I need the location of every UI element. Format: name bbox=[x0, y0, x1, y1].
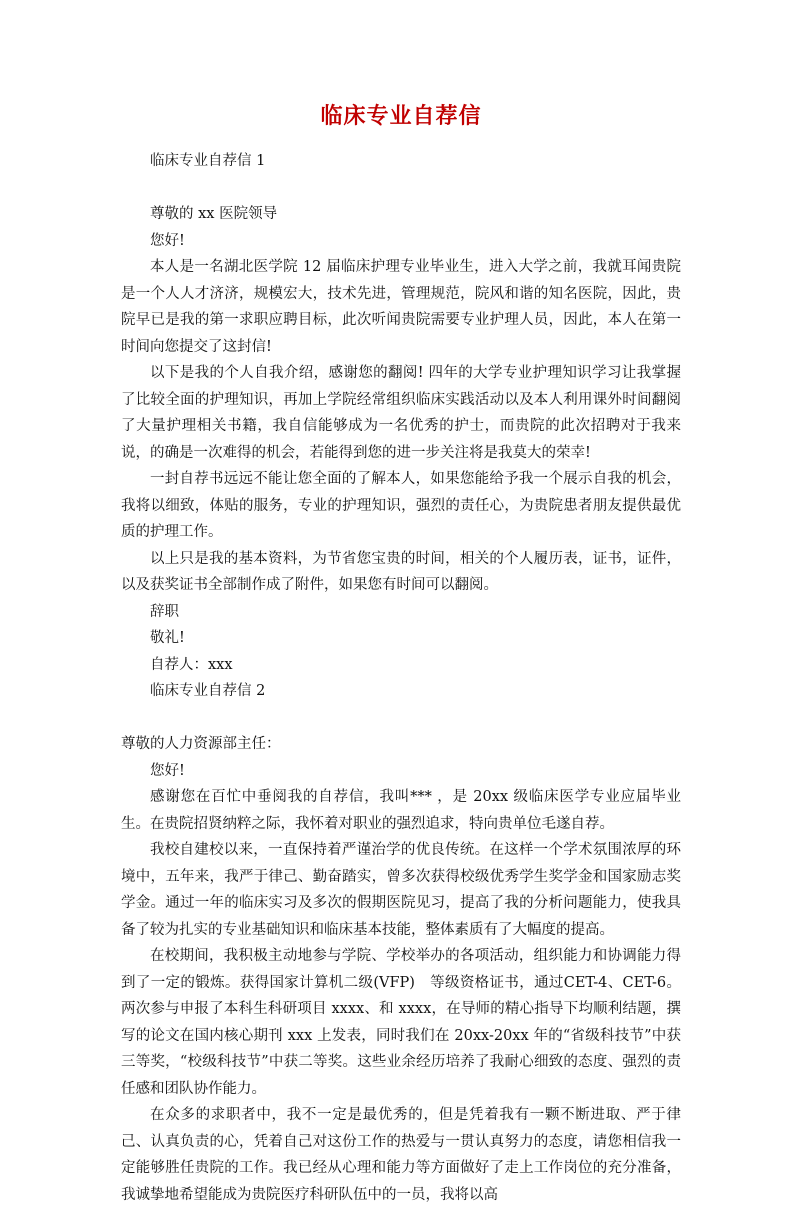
document-title: 临床专业自荐信 bbox=[320, 104, 482, 129]
letter1-closing-2: 敬礼! bbox=[150, 630, 185, 646]
letter1-paragraph: 本人是一名湖北医学院 12 届临床护理专业毕业生，进入大学之前，我就耳闻贵院是一个人人才济济，规模宏大，技术先进，管理规范，院风和谐的知名医院，因此，贵院早已是我的第一求职应聘目标，此次听闻贵院需要专业护理人员，因此，本人在第一时间向您提交了这封信! bbox=[121, 259, 681, 355]
letter2-paragraph: 在校期间，我积极主动地参与学院、学校举办的各项活动，组织能力和协调能力得到了一定的锻炼。获得国家计算机二级(VFP) 等级资格证书，通过CET-4、CET-6。两次参与申报了本科生科研项目 xxxx、和 xxxx，在导师的精心指导下均顺利结题，撰写的论文在国内核心期刊 xxx 上发表，同时我们在 20xx-20xx 年的“省级科技节”中获三等奖，“校级科技节”中获二等奖。这些业余经历培养了我耐心细致的态度、强烈的责任感和团队协作能力。 bbox=[121, 948, 681, 1097]
letter2-paragraph: 在众多的求职者中，我不一定是最优秀的，但是凭着我有一颗不断进取、严于律己、认真负责的心，凭着自己对这份工作的热爱与一贯认真努力的态度，请您相信我一定能够胜任贵院的工作。我已经从心理和能力等方面做好了走上工作岗位的充分准备，我诚挚地希望能成为贵院医疗科研队伍中的一员，我将以高 bbox=[121, 1107, 681, 1203]
letter2-greeting: 您好! bbox=[150, 762, 185, 779]
spacer bbox=[121, 705, 681, 732]
letter2-paragraph: 我校自建校以来，一直保持着严谨治学的优良传统。在这样一个学术氛围浓厚的环境中，五年来，我严于律己、勤奋踏实，曾多次获得校级优秀学生奖学金和国家励志奖学金。通过一年的临床实习及多次的假期医院见习，提高了我的分析问题能力，使我具备了较为扎实的专业基础知识和临床基本技能，整体素质有了大幅度的提高。 bbox=[121, 842, 681, 938]
letter2-heading: 临床专业自荐信 2 bbox=[150, 683, 266, 699]
letter1-signature: 自荐人：xxx bbox=[150, 656, 233, 673]
letter1-paragraph: 以上只是我的基本资料，为节省您宝贵的时间，相关的个人履历表，证书，证件，以及获奖证书全部制作成了附件，如果您有时间可以翻阅。 bbox=[121, 550, 681, 593]
document-page bbox=[121, 100, 681, 1208]
letter2-paragraph: 感谢您在百忙中垂阅我的自荐信，我叫*** ，是 20xx 级临床医学专业应届毕业生。在贵院招贤纳粹之际，我怀着对职业的强烈追求，特向贵单位毛遂自荐。 bbox=[121, 789, 681, 832]
letter1-closing-1: 辞职 bbox=[150, 603, 179, 620]
letter1-heading: 临床专业自荐信 1 bbox=[150, 153, 266, 169]
letter1-greeting: 您好! bbox=[150, 232, 185, 249]
letter1-paragraph: 以下是我的个人自我介绍，感谢您的翻阅! 四年的大学专业护理知识学习让我掌握了比较全面的护理知识，再加上学院经常组织临床实践活动以及本人利用课外时间翻阅了大量护理相关书籍，我自信能够成为一名优秀的护士，而贵院的此次招聘对于我来说，的确是一次难得的机会，若能得到您的进一步关注将是我莫大的荣幸! bbox=[121, 365, 681, 461]
spacer bbox=[121, 175, 681, 202]
letter1-salutation: 尊敬的 xx 医院领导 bbox=[150, 206, 278, 222]
letter1-paragraph: 一封自荐书远远不能让您全面的了解本人，如果您能给予我一个展示自我的机会，我将以细致，体贴的服务，专业的护理知识，强烈的责任心，为贵院患者朋友提供最优质的护理工作。 bbox=[121, 471, 681, 540]
letter2-salutation: 尊敬的人力资源部主任： bbox=[121, 736, 281, 752]
